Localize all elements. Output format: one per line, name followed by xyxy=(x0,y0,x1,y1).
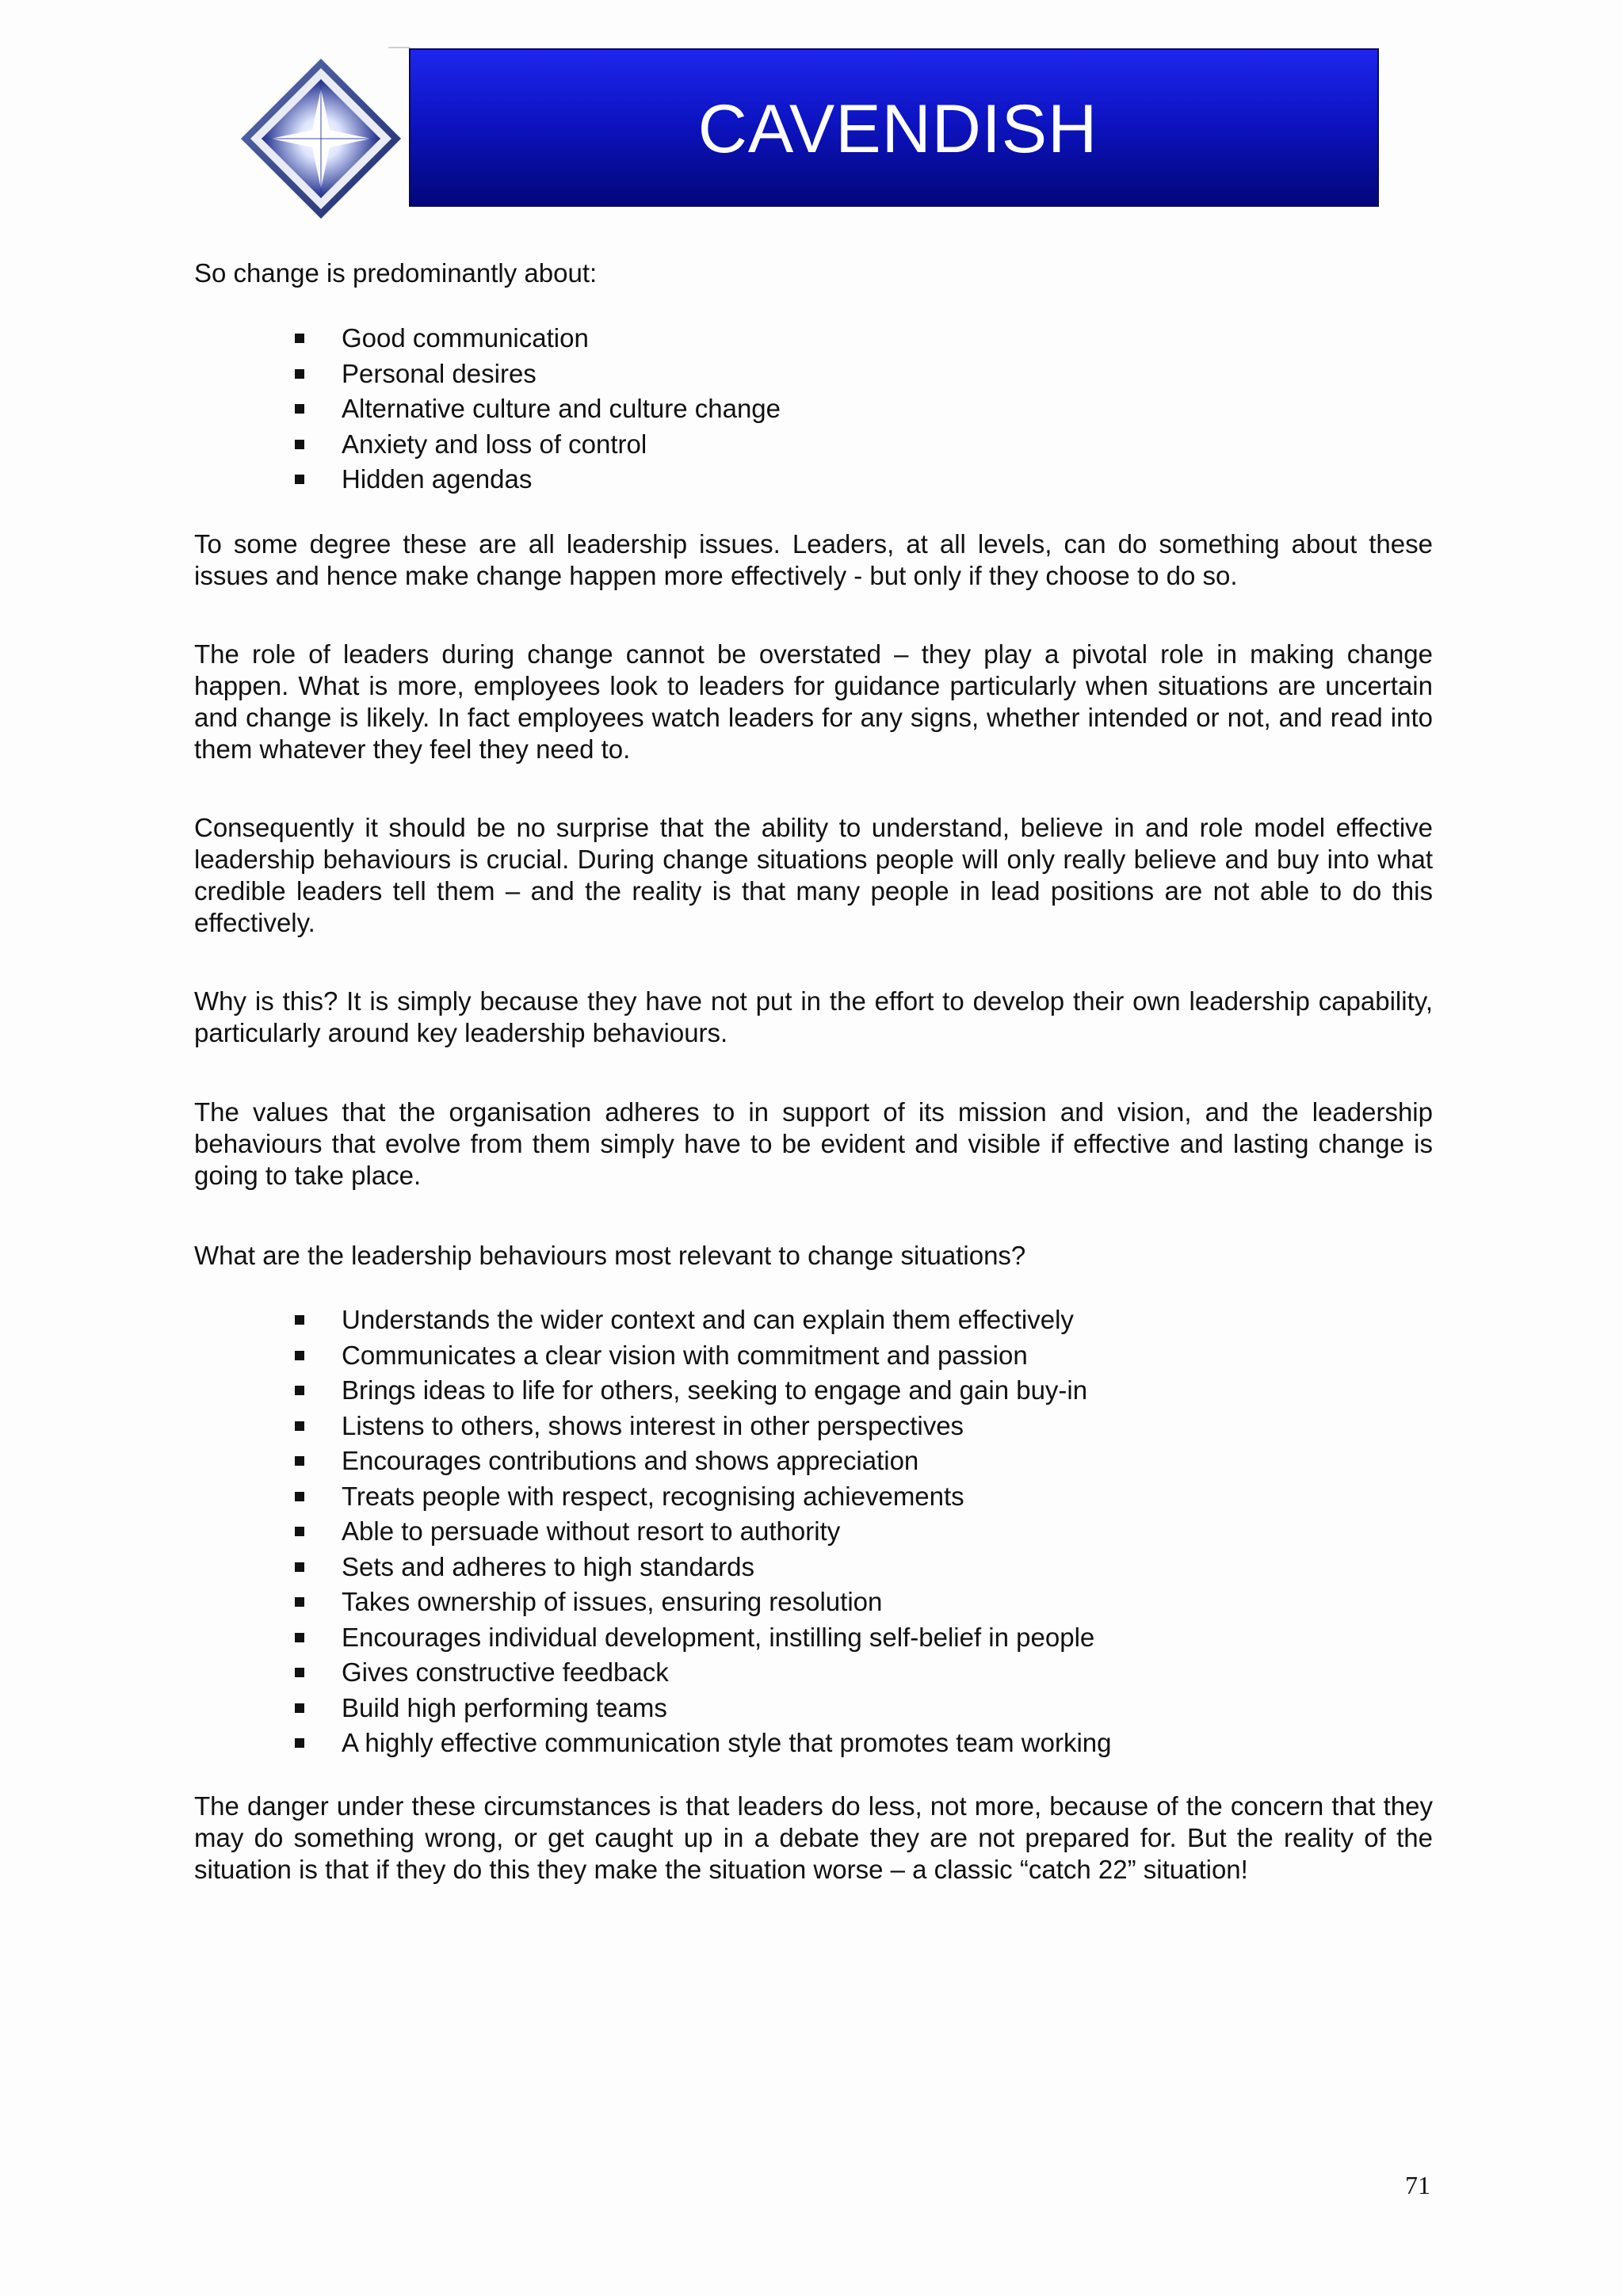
list-item: Communicates a clear vision with commitment and passion xyxy=(194,1338,1112,1374)
square-bullet-icon xyxy=(295,1703,304,1713)
square-bullet-icon xyxy=(295,1492,304,1501)
square-bullet-icon xyxy=(295,1386,304,1395)
paragraph-role-of-leaders: The role of leaders during change cannot be overstated – they play a pivotal role in making change happen. What is more, employees look to leaders for guidance particularly when situations are uncertain and change is likely. In fact employees watch leaders for any signs, whether intended or not, and read into them whatever they feel they need to. xyxy=(194,639,1433,764)
paragraph-values: The values that the organisation adheres to in support of its mission and vision, and the leadership behaviours that evolve from them simply have to be evident and visible if effective and lasting change is going to take place. xyxy=(194,1097,1433,1190)
list-item: Able to persuade without resort to authority xyxy=(194,1514,1112,1550)
diamond-star-icon xyxy=(239,57,403,220)
brand-title: CAVENDISH xyxy=(697,90,1098,167)
square-bullet-icon xyxy=(295,1597,304,1607)
list-item: Takes ownership of issues, ensuring resolution xyxy=(194,1585,1112,1620)
list-item: Good communication xyxy=(194,321,781,357)
intro-text: So change is predominantly about: xyxy=(194,258,598,288)
square-bullet-icon xyxy=(295,440,304,449)
list-item: Treats people with respect, recognising achievements xyxy=(194,1479,1112,1515)
square-bullet-icon xyxy=(295,1315,304,1325)
list-item: Hidden agendas xyxy=(194,462,781,498)
square-bullet-icon xyxy=(295,1456,304,1466)
paragraph-why: Why is this? It is simply because they have not put in the effort to develop their own leadership capability, particularly around key leadership behaviours. xyxy=(194,986,1433,1047)
list-item: Understands the wider context and can explain them effectively xyxy=(194,1302,1112,1338)
square-bullet-icon xyxy=(295,475,304,484)
page-number: 71 xyxy=(1405,2171,1430,2199)
square-bullet-icon xyxy=(295,1633,304,1642)
list-item: Brings ideas to life for others, seeking to engage and gain buy-in xyxy=(194,1373,1112,1409)
list-item: Anxiety and loss of control xyxy=(194,427,781,463)
square-bullet-icon xyxy=(295,1668,304,1677)
leadership-behaviours-list xyxy=(194,1302,1112,1761)
list-item: Encourages contributions and shows appreciation xyxy=(194,1444,1112,1479)
paragraph-danger: The danger under these circumstances is that leaders do less, not more, because of the concern that they may do something wrong, or get caught up in a debate they are not prepared for. But the reality of the situation is that if they do this they make the situation worse – a classic “catch 22” situation! xyxy=(194,1791,1433,1884)
list-item: Personal desires xyxy=(194,357,781,392)
list-item: Build high performing teams xyxy=(194,1691,1112,1726)
list-item: Gives constructive feedback xyxy=(194,1655,1112,1691)
paragraph-consequently: Consequently it should be no surprise that the ability to understand, believe in and role model effective leadership behaviours is crucial. During change situations people will only really believe and buy into what credible leaders tell them – and the reality is that many people in lead positions are not able to do this effectively. xyxy=(194,813,1433,937)
square-bullet-icon xyxy=(295,404,304,414)
square-bullet-icon xyxy=(295,1562,304,1572)
square-bullet-icon xyxy=(295,1527,304,1536)
square-bullet-icon xyxy=(295,1421,304,1431)
question-text: What are the leadership behaviours most relevant to change situations? xyxy=(194,1241,1026,1270)
list-item: Listens to others, shows interest in other perspectives xyxy=(194,1409,1112,1444)
change-factors-list xyxy=(194,321,781,498)
list-item: Encourages individual development, instilling self-belief in people xyxy=(194,1620,1112,1656)
square-bullet-icon xyxy=(295,1738,304,1748)
paragraph-leadership-issues: To some degree these are all leadership issues. Leaders, at all levels, can do something about these issues and hence make change happen more effectively - but only if they choose to do so. xyxy=(194,529,1433,590)
square-bullet-icon xyxy=(295,369,304,379)
square-bullet-icon xyxy=(295,334,304,343)
square-bullet-icon xyxy=(295,1351,304,1360)
list-item: Alternative culture and culture change xyxy=(194,391,781,427)
list-item: Sets and adheres to high standards xyxy=(194,1550,1112,1585)
header-rule xyxy=(388,47,411,48)
list-item: A highly effective communication style that promotes team working xyxy=(194,1726,1112,1761)
header-banner xyxy=(409,48,1379,207)
